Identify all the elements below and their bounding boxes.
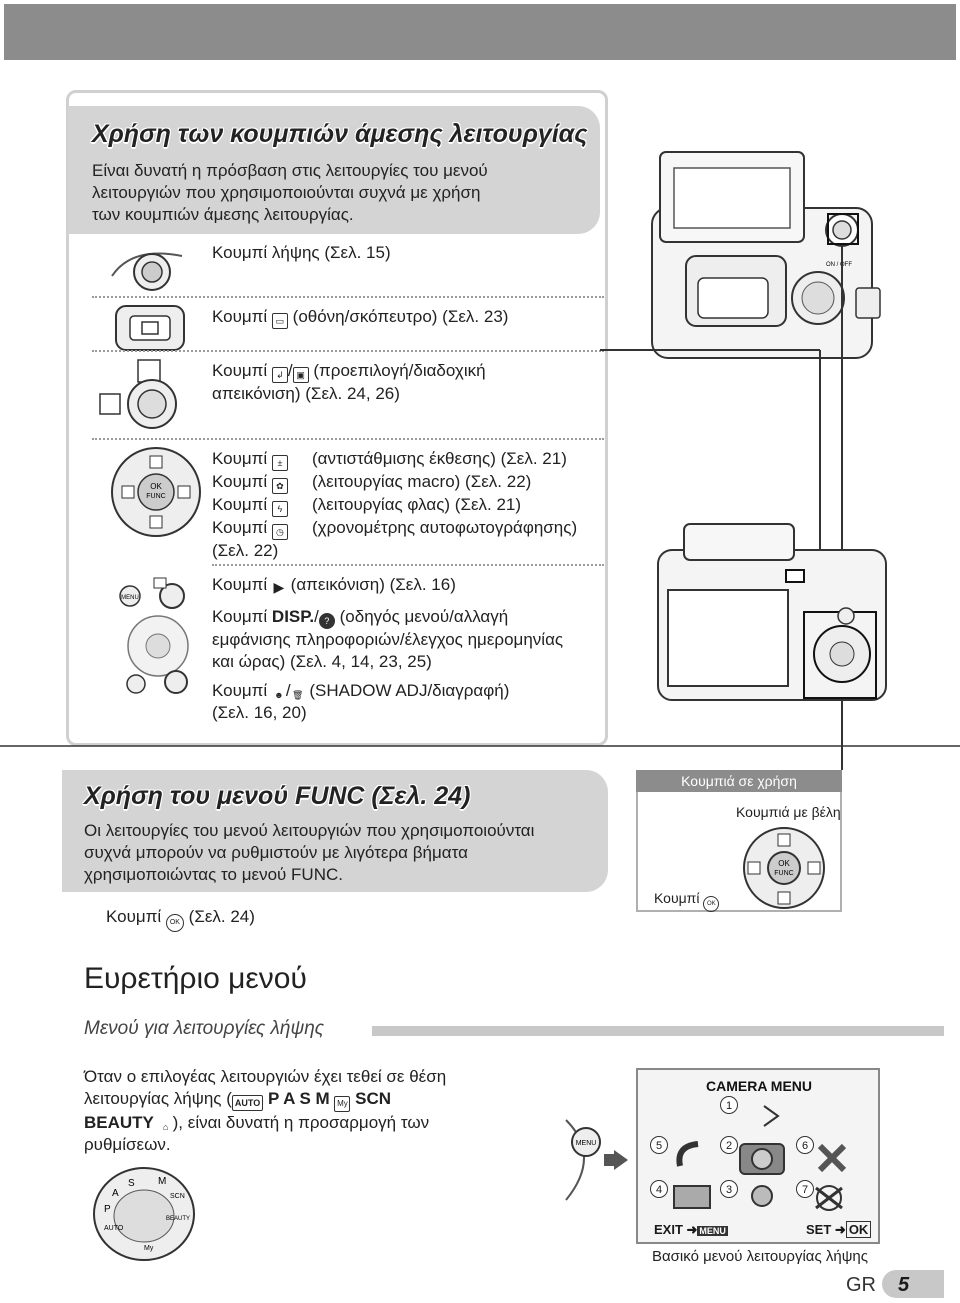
svg-text:FUNC: FUNC [774, 870, 794, 877]
svg-text:MENU: MENU [121, 595, 139, 601]
svg-text:SCN: SCN [170, 1193, 185, 1200]
section1-title: Χρήση των κουμπιών άμεσης λειτουργίας [92, 120, 588, 148]
svg-text:S: S [128, 1178, 135, 1189]
svg-text:M: M [158, 1176, 167, 1187]
svg-text:BEAUTY: BEAUTY [166, 1216, 191, 1222]
trash-icon: 🗑 [291, 690, 304, 700]
sequential-icon: ▣ [293, 367, 309, 383]
image-quality-icon [764, 1106, 778, 1126]
section1-intro: Είναι δυνατή η πρόσβαση στις λειτουργίες του μενού λειτουργιών που χρησιμοποιούνται συχνά με χρήση των κουμπιών άμεσης λειτουργίας. [92, 161, 488, 224]
movie-icon: ⌂ [162, 1122, 169, 1132]
menu-button-illustration [562, 1116, 634, 1202]
shadow-button-text: Κουμπί ☻ /🗑 (SHADOW ADJ/διαγραφή) (Σελ. 16, 20) [212, 681, 510, 722]
mode-effects-icon [752, 1186, 772, 1206]
func-button-text: Κουμπί OK (Σελ. 24) [106, 906, 255, 932]
auto-mode-icon: AUTO [232, 1095, 263, 1111]
section2-intro: Οι λειτουργίες του μενού λειτουργιών που χρησιμοποιούνται συχνά μπορούν να ρυθμιστούν με λιγότερα βήματα χρησιμοποιώντας το μενού FUNC. [84, 821, 535, 884]
self-timer-icon: ◷ [272, 524, 288, 540]
svg-text:OK: OK [778, 859, 790, 868]
tools-icon [820, 1146, 844, 1170]
camera-menu-caption: Βασικό μενού λειτουργίας λήψης [652, 1248, 868, 1265]
monitor-icon: ▭ [272, 313, 288, 329]
page-number-bg [882, 1270, 944, 1298]
macro-icon: ✿ [272, 478, 288, 494]
reset-icon [679, 1144, 698, 1166]
disp-button-text: Κουμπί DISP./ ? (οδηγός μενού/αλλαγή εμφάνισης πληροφοριών/έλεγχος ημερομηνίας και ώρας) (Σελ. 4, 14, 23, 25) [212, 607, 564, 671]
svg-text:My: My [144, 1245, 154, 1252]
preset-button-text: Κουμπί ↲ / ▣ (προεπιλογή/διαδοχική απεικόνιση) (Σελ. 24, 26) [212, 361, 486, 403]
sound-off-icon [816, 1186, 842, 1210]
menu-item-7: 7 [796, 1180, 814, 1198]
exit-hint: EXIT ➜ MENU [654, 1222, 726, 1237]
camera-menu-title: CAMERA MENU [706, 1078, 813, 1094]
svg-text:AUTO: AUTO [104, 1225, 124, 1232]
set-hint: SET ➜ OK [806, 1222, 871, 1238]
svg-text:FUNC: FUNC [146, 493, 166, 500]
buttons-used-header: Κουμπιά σε χρήση [636, 770, 842, 792]
menu-item-2: 2 [720, 1136, 738, 1154]
on-off-label: ON / OFF [826, 262, 852, 268]
svg-text:P: P [104, 1204, 111, 1215]
page-number: 5 [898, 1274, 910, 1296]
camera-menu-icons [640, 1096, 876, 1216]
exposure-icon: ± [272, 455, 288, 471]
play-icon: ▶ [273, 579, 285, 595]
ok-func-icon: OK [166, 914, 184, 932]
preset-icon: ↲ [272, 367, 288, 383]
svg-text:OK: OK [150, 482, 162, 491]
help-icon: ? [319, 613, 335, 629]
arrow-buttons-text: Κουμπί ± (αντιστάθμισης έκθεσης) (Σελ. 21) Κουμπί ✿ (λειτουργίας macro) (Σελ. 22) Κουμπί ϟ (λειτουργίας φλας) (Σελ. 21) Κουμπί ◷ (χρονομέτρης αυτοφωτογράφησης) (Σελ. 22) [212, 449, 578, 560]
subtitle-stripe [372, 1026, 944, 1036]
svg-text:MENU: MENU [575, 1140, 597, 1147]
monitor-button-text: Κουμπί ▭ (οθόνη/σκόπευτρο) (Σελ. 23) [212, 306, 508, 329]
flash-icon: ϟ [272, 501, 288, 517]
ok-icon: OK [703, 896, 719, 912]
arrow-buttons-label: Κουμπιά με βέλη [736, 804, 841, 820]
playback-button-text: Κουμπί ▶ (απεικόνιση) (Σελ. 16) [212, 575, 456, 595]
menu-item-1: 1 [720, 1096, 738, 1114]
camera-back-view [654, 520, 894, 710]
menu-index-subtitle: Μενού για λειτουργίες λήψης [84, 1018, 325, 1039]
ok-button-label: Κουμπί OK [654, 890, 719, 912]
shooting-menu-text: Όταν ο επιλογέας λειτουργιών έχει τεθεί σε θέση λειτουργίας λήψης ( AUTO P A S M My SCN BEAUTY ⌂ ), είναι δυνατή η προσαρμογή των ρυθμίσεων. [84, 1067, 447, 1154]
func-pad-icon [730, 824, 840, 910]
my-mode-icon: My [334, 1096, 350, 1112]
menu-item-5: 5 [650, 1136, 668, 1154]
shadow-adj-icon: ☻ [274, 690, 284, 700]
shutter-button-text: Κουμπί λήψης (Σελ. 15) [212, 243, 391, 262]
menu-item-4: 4 [650, 1180, 668, 1198]
section2-title: Χρήση του μενού FUNC (Σελ. 24) [84, 782, 471, 810]
picture-icon [674, 1186, 710, 1208]
camera-icon [740, 1144, 784, 1174]
menu-index-title: Ευρετήριο μενού [84, 962, 307, 995]
menu-item-3: 3 [720, 1180, 738, 1198]
svg-text:A: A [112, 1188, 119, 1199]
menu-item-6: 6 [796, 1136, 814, 1154]
mode-dial-icon [84, 1154, 204, 1264]
language-label: GR [846, 1274, 876, 1296]
